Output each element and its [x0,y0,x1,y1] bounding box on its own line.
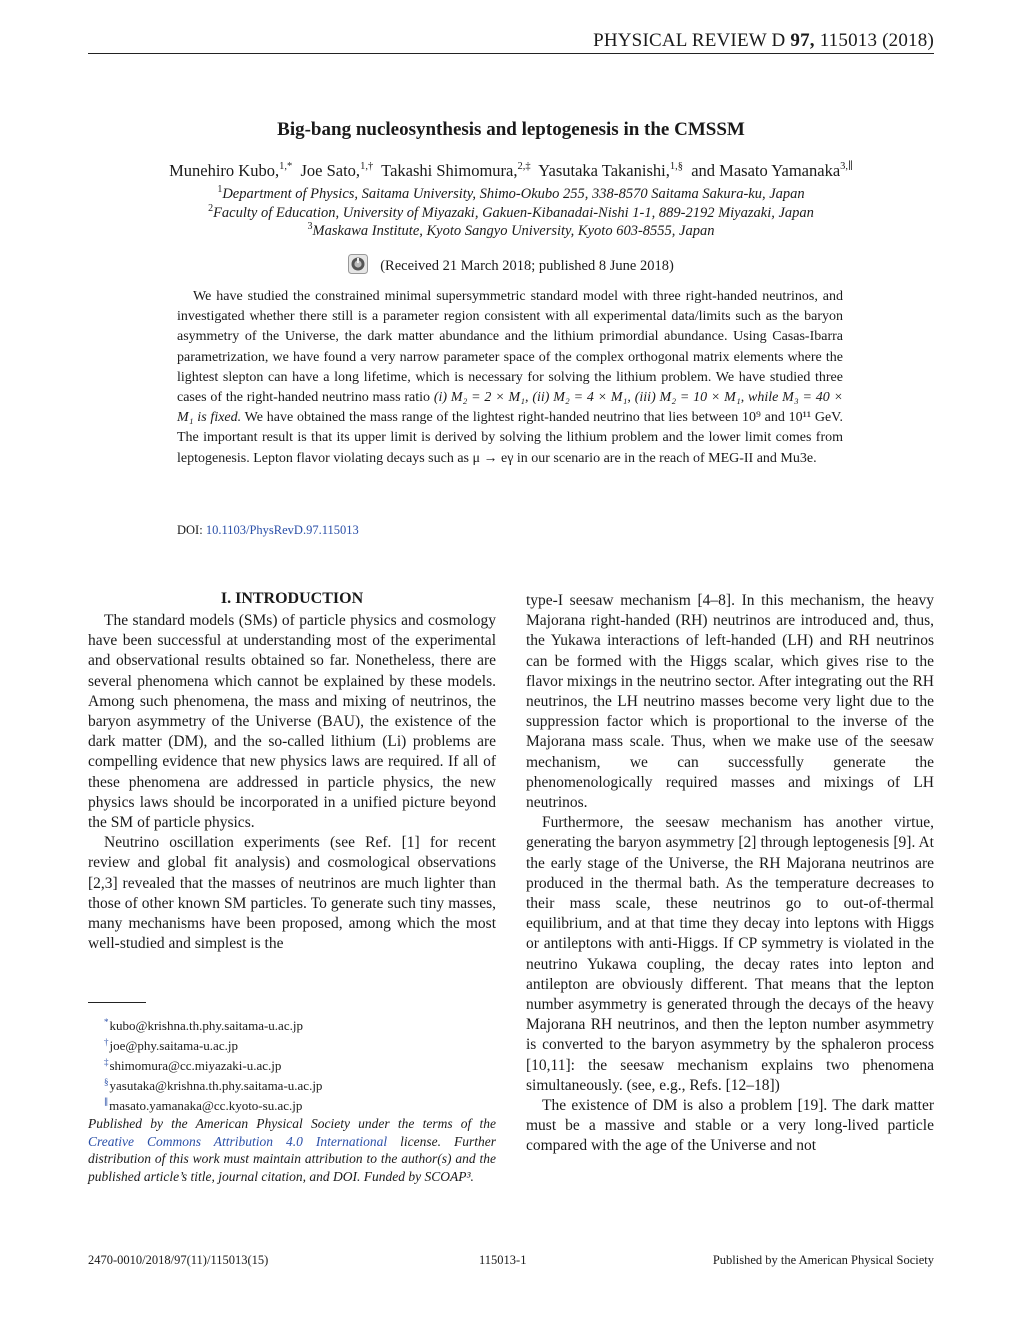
author: Yasutaka Takanishi,$^{1,\S}$ [538,161,683,180]
paper-title: Big-bang nucleosynthesis and leptogenesis in the CMSSM [277,119,745,140]
author: Joe Sato,$^{1,\dagger}$ [300,161,374,180]
footnote-email[interactable]: ‡shimomura@cc.miyazaki-u.ac.jp [104,1057,282,1073]
author: Munehiro Kubo,$^{1,*}$ [169,161,293,180]
paragraph: The existence of DM is also a problem [19]. The dark matter must be a massive and stable or a very long-lived particle compared with the age of the Universe and not [526,1097,934,1155]
journal-name: PHYSICAL REVIEW D [593,30,786,51]
article-number: 115013 (2018) [819,30,934,51]
footnote-email[interactable]: ∥masato.yamanaka@cc.kyoto-su.ac.jp [104,1097,303,1113]
paragraph: Neutrino oscillation experiments (see Ref. [1] for recent review and global fit analysis) and cosmological observations [2,3] revealed that the masses of neutrinos are much lighter than those of other known SM particles. To generate such tiny masses, many mechanisms have been proposed, among which the most well-studied and simplest is the [88,834,496,953]
abstract: We have studied the constrained minimal supersymmetric standard model with three right-handed neutrinos, and investigated whether there still is a parameter region consistent with all experimental data/limits such as the baryon asymmetry of the Universe, the dark matter abundance and the lithium primordial abundance. Using Casas-Ibarra parametrization, we have found a very narrow parameter space of the complex orthogonal matrix elements where the lightest slepton can have a long lifetime, which is necessary for solving the lithium problem. We have studied three cases of the right-handed neutrino mass ratio (i) M₂ = 2 × M₁, (ii) M₂ = 4 × M₁, (iii) M₂ = 10 × M₁, while M₃ = 40 × M₁ is fixed. We have obtained the mass range of the lightest right-handed neutrino that lies between 10⁹ and 10¹¹ GeV. The important result is that its upper limit is derived by solving the lithium problem and the lower limit comes from leptogenesis. Lepton flavor violating decays such as μ → eγ in our scenario are in the reach of MEG-II and Mu3e. [177,289,844,466]
footnote-rule [88,1002,146,1003]
affiliation: $^2$Faculty of Education, University of Miyazaki, Gakuen-Kibanadai-Nishi 1-1, 889-2192 Miyazaki, Japan [208,203,814,221]
footnote-email[interactable]: *kubo@krishna.th.phy.saitama-u.ac.jp [104,1017,303,1033]
journal-header [88,30,934,52]
footnote-email[interactable]: †joe@phy.saitama-u.ac.jp [104,1037,238,1053]
journal-volume: 97, [790,30,815,51]
doi-link[interactable]: 10.1103/PhysRevD.97.115013 [205,523,359,537]
footnote-email[interactable]: §yasutaka@krishna.th.phy.saitama-u.ac.jp [104,1077,323,1093]
footer-issn: 2470-0010/2018/97(11)/115013(15) [88,1253,269,1267]
author-list [88,160,934,181]
license-link[interactable]: Creative Commons Attribution 4.0 International [88,1133,388,1149]
crossmark-icon[interactable] [348,254,368,274]
author: Takashi Shimomura,$^{2,\ddagger}$ [381,161,531,180]
footnotes [104,1014,322,1114]
section-heading: I. INTRODUCTION [220,590,364,607]
license-notice: Published by the American Physical Society under the terms of the Creative Commons Attribution 4.0 International license. Further distribution of this work must maintain attribution to the author(s) and the published article’s title, journal citation, and DOI. Funded by SCOAP³. [88,1116,497,1184]
paragraph: The standard models (SMs) of particle physics and cosmology have been successful at understanding most of the experimental and observational results obtained so far. Nonetheless, there are several phenomena which cannot be explained by these models. Among such phenomena, the mass and mixing of neutrinos, the baryon asymmetry of the Universe (BAU), the existence of the dark matter (DM), and the so-called lithium (Li) problems are compelling evidence that new physics laws are required. If all of these phenomena are addressed in particle physics, the new physics laws should be incorporated in a unified picture beyond the SM of particle physics. [88,612,496,832]
paragraph: Furthermore, the seesaw mechanism has another virtue, generating the baryon asymmetry [2] through leptogenesis [9]. At the early stage of the Universe, the RH Majorana neutrinos are produced in the thermal bath. As the temperature decreases to their mass scale, these neutrinos go to out-of-thermal equilibrium, and at that time they decay into leptons with Higgs or antileptons with anti-Higgs. If CP symmetry is violated in the neutrino Yukawa coupling, the decay rates into lepton and antilepton are obviously different. That means that the lepton number asymmetry is generated through the decays of the heavy Majorana RH neutrinos, and then the lepton number asymmetry is converted to the baryon asymmetry by the sphaleron process [10,11]: the seesaw mechanism explains two phenomena simultaneously. (see, e.g., Refs. [12–18]) [526,814,934,1094]
received-line [88,254,934,275]
header-rule [88,53,934,54]
affiliation: $^3$Maskawa Institute, Kyoto Sangyo University, Kyoto 603-8555, Japan [307,221,715,239]
affiliation: $^1$Department of Physics, Saitama University, Shimo-Okubo 255, 338-8570 Saitama Sakura-ku, Japan [217,184,805,202]
footer-publisher: Published by the American Physical Society [712,1253,934,1267]
paragraph: type-I seesaw mechanism [4–8]. In this mechanism, the heavy Majorana right-handed (RH) neutrinos are introduced and, thus, the Yukawa interactions of left-handed (LH) and RH neutrinos can be formed with the Higgs scalar, which gives rise to the flavor mixings in the neutrino sector. After integrating out the RH neutrinos, the LH neutrino masses become very light due to the suppression factor which is proportional to the inverse of the Majorana mass scale. Thus, when we make use of the seesaw mechanism, we can successfully generate the phenomenologically required masses and mixings of LH neutrinos. [526,592,934,812]
doi: DOI: 10.1103/PhysRevD.97.115013 [177,523,359,537]
footer-page-number: 115013-1 [479,1253,527,1267]
author: and Masato Yamanaka$^{3,\parallel}$ [691,161,853,180]
received-dates: (Received 21 March 2018; published 8 June 2018) [380,258,674,274]
right-column [526,591,934,1157]
left-column [88,611,496,954]
